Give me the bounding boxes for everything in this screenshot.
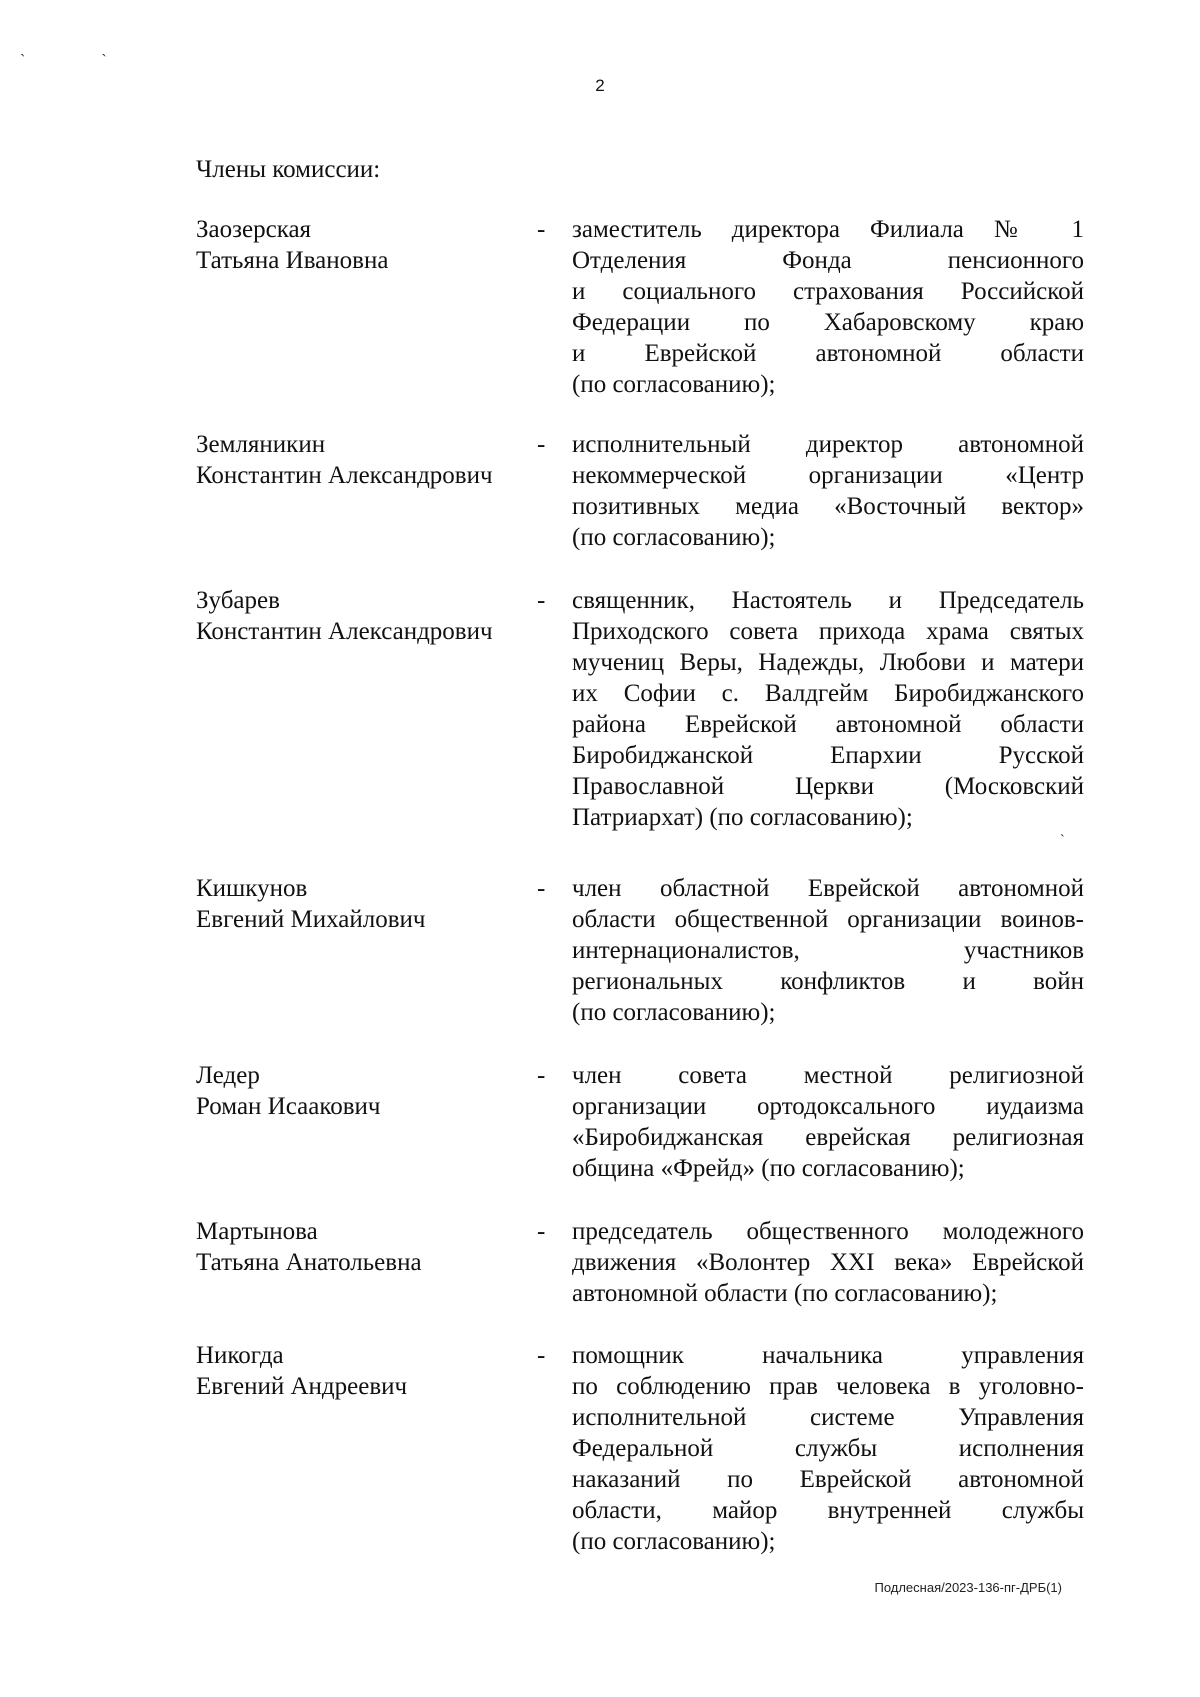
member-surname: Кишкунов xyxy=(196,875,308,902)
member-name xyxy=(196,1060,536,1122)
role-line: области, майор внутренней службы xyxy=(572,1497,1084,1524)
member-separator: - xyxy=(537,1342,546,1369)
member-given-names: Константин Александрович xyxy=(196,462,493,489)
member-role xyxy=(572,873,1084,1028)
member-role xyxy=(572,1060,1084,1184)
member-surname: Заозерская xyxy=(196,216,312,243)
member-surname: Никогда xyxy=(196,1342,284,1369)
member-name xyxy=(196,1340,536,1402)
page-number: 2 xyxy=(595,76,605,95)
member-given-names: Татьяна Ивановна xyxy=(196,247,389,274)
role-line: исполнительной системе Управления xyxy=(572,1404,1084,1431)
role-line: интернационалистов, участников xyxy=(572,937,1084,964)
role-line: помощник начальника управления xyxy=(572,1342,1084,1369)
role-line: движения «Волонтер XXI века» Еврейской xyxy=(572,1249,1084,1276)
role-line: Федеральной службы исполнения xyxy=(572,1435,1084,1462)
role-line: Биробиджанской Епархии Русской xyxy=(572,742,1084,769)
role-line: позитивных медиа «Восточный вектор» xyxy=(572,493,1084,520)
member-name xyxy=(196,873,536,935)
member-name xyxy=(196,1216,536,1278)
member-role xyxy=(572,585,1084,833)
role-line: (по согласованию); xyxy=(572,524,776,551)
role-line: Православной Церкви (Московский xyxy=(572,773,1084,800)
role-line: и Еврейской автономной области xyxy=(572,340,1084,367)
member-separator: - xyxy=(537,216,546,243)
member-separator: - xyxy=(537,1062,546,1089)
role-line: наказаний по Еврейской автономной xyxy=(572,1466,1084,1493)
section-heading: Члены комиссии: xyxy=(196,156,381,183)
member-name xyxy=(196,585,536,647)
member-surname: Зубарев xyxy=(196,587,280,614)
role-line: заместитель директора Филиала № 1 xyxy=(572,216,1084,243)
member-given-names: Евгений Андреевич xyxy=(196,1373,408,1400)
role-line: член совета местной религиозной xyxy=(572,1062,1084,1089)
role-line: «Биробиджанская еврейская религиозная xyxy=(572,1124,1084,1151)
member-surname: Мартынова xyxy=(196,1218,318,1245)
member-surname: Земляникин xyxy=(196,431,326,458)
role-line: Федерации по Хабаровскому краю xyxy=(572,309,1084,336)
scan-mark: ˋ xyxy=(1060,833,1065,848)
member-surname: Ледер xyxy=(196,1062,260,1089)
role-line: области общественной организации воинов- xyxy=(572,906,1084,933)
scan-specks: ˎ ˏ xyxy=(20,40,143,57)
member-given-names: Константин Александрович xyxy=(196,618,493,645)
role-line: их Софии с. Валдгейм Биробиджанского xyxy=(572,680,1084,707)
role-line: (по согласованию); xyxy=(572,1528,776,1555)
role-line: Приходского совета прихода храма святых xyxy=(572,618,1084,645)
role-line: Отделения Фонда пенсионного xyxy=(572,247,1084,274)
member-separator: - xyxy=(537,875,546,902)
member-given-names: Татьяна Анатольевна xyxy=(196,1249,422,1276)
member-separator: - xyxy=(537,1218,546,1245)
role-line: председатель общественного молодежного xyxy=(572,1218,1084,1245)
role-line: по соблюдению прав человека в уголовно- xyxy=(572,1373,1084,1400)
member-name xyxy=(196,429,536,491)
role-line: района Еврейской автономной области xyxy=(572,711,1084,738)
member-role xyxy=(572,1216,1084,1309)
document-code: Подлесная/2023-136-пг-ДРБ(1) xyxy=(874,1580,1062,1595)
role-line: автономной области (по согласованию); xyxy=(572,1280,998,1307)
role-line: некоммерческой организации «Центр xyxy=(572,462,1084,489)
role-line: член областной Еврейской автономной xyxy=(572,875,1084,902)
role-line: Патриархат) (по согласованию); xyxy=(572,804,913,831)
role-line: и социального страхования Российской xyxy=(572,278,1084,305)
role-line: (по согласованию); xyxy=(572,371,776,398)
member-name xyxy=(196,214,536,276)
role-line: (по согласованию); xyxy=(572,999,776,1026)
member-separator: - xyxy=(537,431,546,458)
member-role xyxy=(572,429,1084,553)
role-line: священник, Настоятель и Председатель xyxy=(572,587,1084,614)
role-line: мучениц Веры, Надежды, Любови и матери xyxy=(572,649,1084,676)
role-line: исполнительный директор автономной xyxy=(572,431,1084,458)
member-separator: - xyxy=(537,587,546,614)
member-given-names: Роман Исаакович xyxy=(196,1093,381,1120)
member-given-names: Евгений Михайлович xyxy=(196,906,426,933)
role-line: община «Фрейд» (по согласованию); xyxy=(572,1155,965,1182)
role-line: региональных конфликтов и войн xyxy=(572,968,1084,995)
member-role xyxy=(572,1340,1084,1557)
member-role xyxy=(572,214,1084,400)
role-line: организации ортодоксального иудаизма xyxy=(572,1093,1084,1120)
